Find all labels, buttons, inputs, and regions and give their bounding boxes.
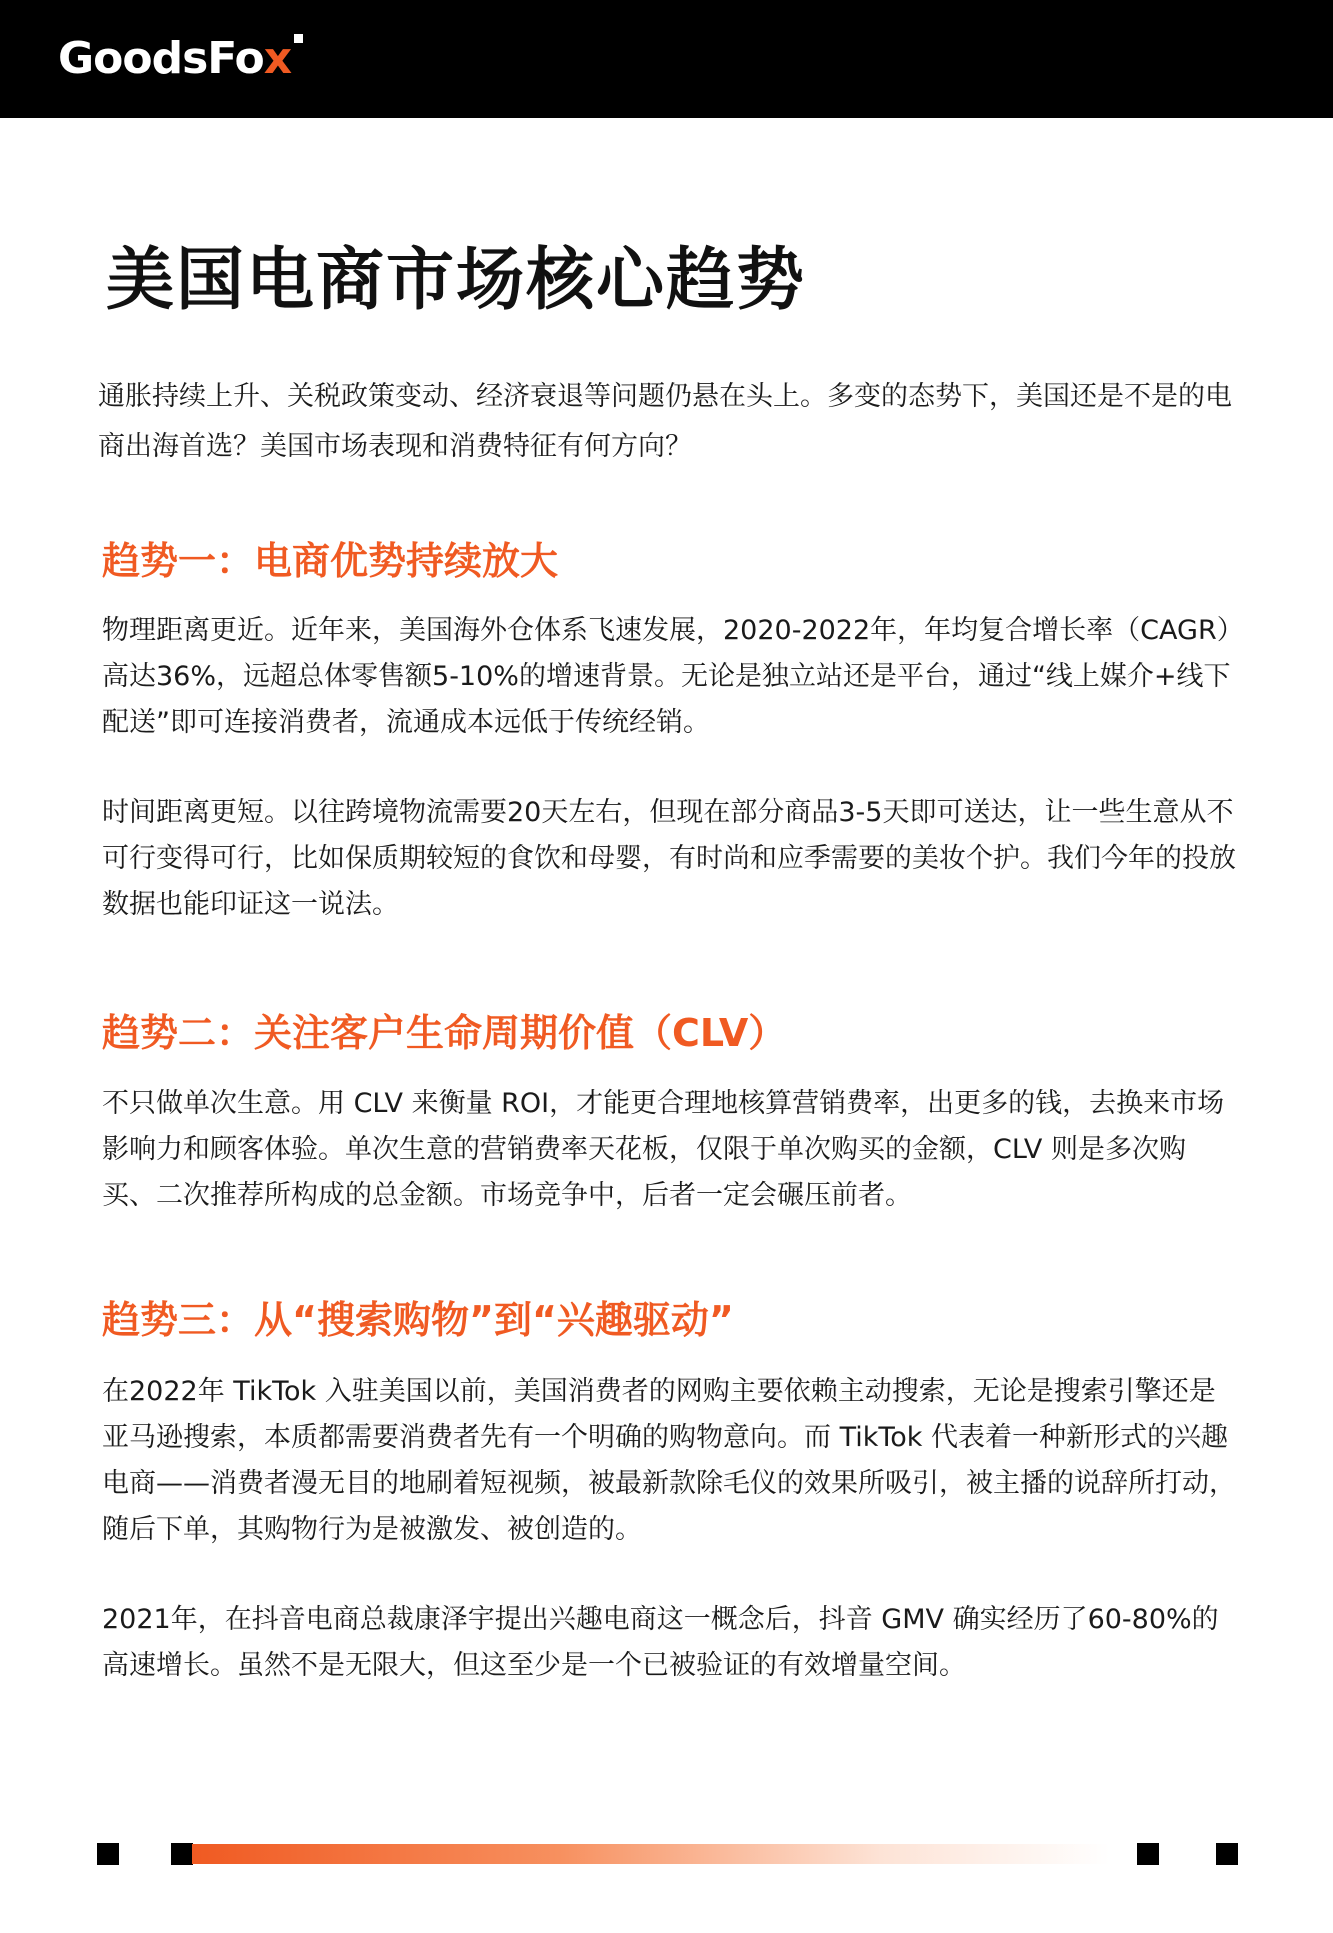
section-1-heading: 趋势一：电商优势持续放大 bbox=[102, 539, 559, 583]
logo-dot-icon bbox=[294, 34, 303, 43]
section-2-paragraph-1: 不只做单次生意。用 CLV 来衡量 ROI，才能更合理地核算营销费率，出更多的钱，去换来市场影响力和顾客体验。单次生意的营销费率天花板，仅限于单次购买的金额，CLV 则是多次购买、二次推荐所构成的总金额。市场竞争中，后者一定会碾压前者。 bbox=[102, 1088, 1225, 1211]
footer-gradient-bar bbox=[192, 1844, 1110, 1864]
footer-square-right-1 bbox=[1137, 1843, 1159, 1865]
footer-square-left-1 bbox=[97, 1843, 119, 1865]
section-2-heading: 趋势二：关注客户生命周期价值（CLV） bbox=[102, 1011, 787, 1055]
logo-x-letter: x bbox=[263, 32, 292, 84]
section-1-paragraph-2: 时间距离更短。以往跨境物流需要20天左右，但现在部分商品3-5天即可送达，让一些生意从不可行变得可行，比如保质期较短的食饮和母婴，有时尚和应季需要的美妆个护。我们今年的投放数据也能印证这一说法。 bbox=[102, 797, 1236, 920]
section-3-heading: 趋势三：从“搜索购物”到“兴趣驱动” bbox=[102, 1298, 734, 1342]
page-title: 美国电商市场核心趋势 bbox=[106, 241, 807, 320]
logo-text: GoodsFo bbox=[58, 32, 264, 84]
footer-square-right-2 bbox=[1216, 1843, 1238, 1865]
intro-paragraph: 通胀持续上升、关税政策变动、经济衰退等问题仍悬在头上。多变的态势下，美国还是不是的电商出海首选？美国市场表现和消费特征有何方向？ bbox=[98, 381, 1232, 462]
section-3-paragraph-1: 在2022年 TikTok 入驻美国以前，美国消费者的网购主要依赖主动搜索，无论是搜索引擎还是亚马逊搜索，本质都需要消费者先有一个明确的购物意向。而 TikTok 代表着一种新形式的兴趣电商——消费者漫无目的地刷着短视频，被最新款除毛仪的效果所吸引，被主播的说辞所打动，随后下单，其购物行为是被激发、被创造的。 bbox=[102, 1376, 1236, 1545]
header-bar bbox=[0, 0, 1333, 118]
section-1-paragraph-1: 物理距离更近。近年来，美国海外仓体系飞速发展，2020-2022年，年均复合增长率（CAGR）高达36%，远超总体零售额5-10%的增速背景。无论是独立站还是平台，通过“线上媒介+线下配送”即可连接消费者，流通成本远低于传统经销。 bbox=[102, 615, 1231, 738]
goodsfox-logo[interactable] bbox=[58, 28, 303, 88]
footer-decoration bbox=[0, 1843, 1333, 1867]
footer-square-left-2 bbox=[171, 1843, 193, 1865]
section-3-paragraph-2: 2021年，在抖音电商总裁康泽宇提出兴趣电商这一概念后，抖音 GMV 确实经历了60-80%的高速增长。虽然不是无限大，但这至少是一个已被验证的有效增量空间。 bbox=[102, 1604, 1219, 1681]
